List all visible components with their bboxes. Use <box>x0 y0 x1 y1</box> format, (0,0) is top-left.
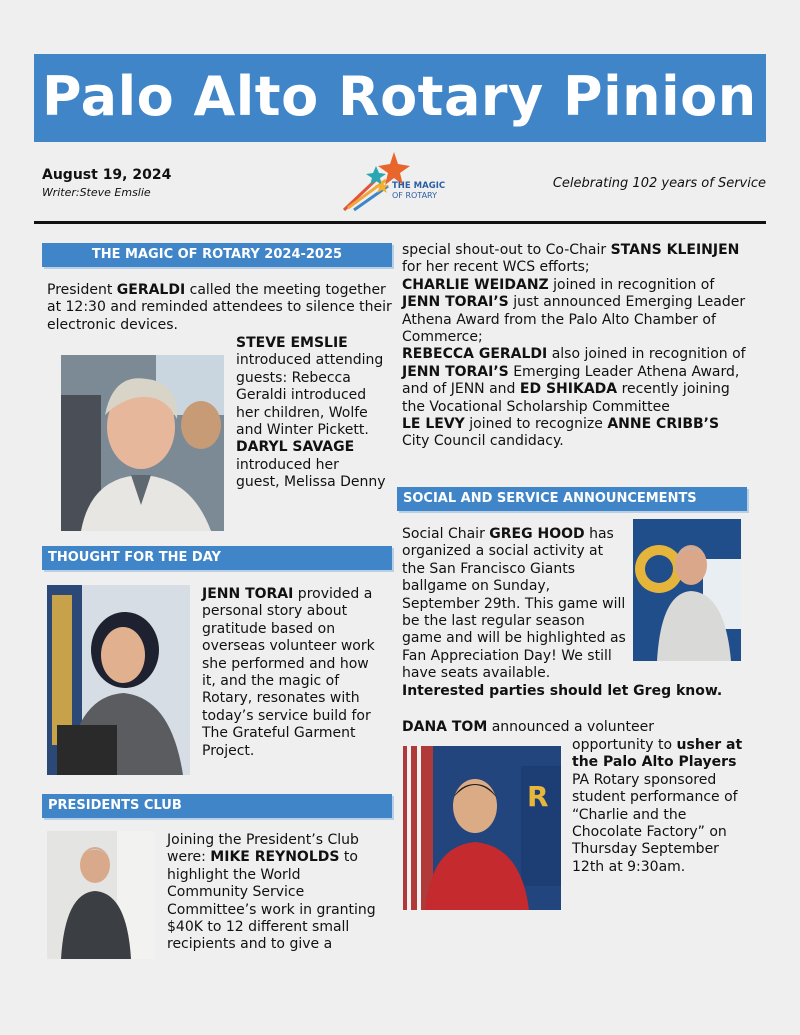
continued-p3: REBECCA GERALDI also joined in recognition of JENN TORAI’S Emerging Leader Athena Award, and of JENN and ED SHIKADA recently joining the Vocational Scholarship Committee <box>402 346 746 415</box>
section-header-social: SOCIAL AND SERVICE ANNOUNCEMENTS <box>397 487 747 511</box>
photo-mike-reynolds <box>47 831 155 959</box>
svg-text:R: R <box>527 780 549 813</box>
photo-greg-hood <box>633 519 741 661</box>
logo-line1: THE MAGIC <box>392 181 446 191</box>
social-p2-side: opportunity to usher at the Palo Alto Players PA Rotary sponsored student performance of “Charlie and the Chocolate Factory” on Thursday September 12th at 9:30am. <box>572 737 743 875</box>
continued-text <box>402 242 747 451</box>
issue-date: August 19, 2024 <box>42 167 172 183</box>
magic-of-rotary-logo <box>342 150 452 214</box>
section-header-magic: THE MAGIC OF ROTARY 2024-2025 <box>42 243 392 267</box>
continued-p1: special shout-out to Co-Chair STANS KLEINJEN for her recent WCS efforts; <box>402 242 740 276</box>
tagline: Celebrating 102 years of Service <box>552 176 766 191</box>
header-rule <box>34 221 766 224</box>
photo-jenn-torai <box>47 585 190 775</box>
section-header-presidents: PRESIDENTS CLUB <box>42 794 392 818</box>
newsletter-title: Palo Alto Rotary Pinion <box>42 65 757 128</box>
magic-side-text: STEVE EMSLIE introduced attending guests: Rebecca Geraldi introduced her children, Wolfe and Winter Pickett. DARYL SAVAGE introduced her guest, Melissa Denny <box>236 335 386 491</box>
social-cta: Interested parties should let Greg know. <box>402 683 723 699</box>
social-p2-lead: DANA TOM announced a volunteer <box>402 719 654 735</box>
continued-p2: CHARLIE WEIDANZ joined in recognition of JENN TORAI’S just announced Emerging Leader Athena Award from the Palo Alto Chamber of Commerce; <box>402 276 746 346</box>
section-header-thought: THOUGHT FOR THE DAY <box>42 546 392 570</box>
continued-p4: LE LEVY joined to recognize ANNE CRIBB’S City Council candidacy. <box>402 416 720 450</box>
logo-line2: OF ROTARY <box>392 191 437 200</box>
social-p1: Social Chair GREG HOOD has organized a social activity at the San Francisco Giants ballgame on Sunday, September 29th. This game will be the last regular season game and will be highlighted as Fan Appreciation Day! We still have seats available. <box>402 526 626 682</box>
magic-intro: President GERALDI called the meeting together at 12:30 and reminded attendees to silence their electronic devices. <box>47 282 392 333</box>
photo-steve-emslie <box>61 355 224 531</box>
thought-text: JENN TORAI provided a personal story about gratitude based on overseas volunteer work she performed and how it, and the magic of Rotary, resonates with today’s service build for The Grateful Garment Project. <box>202 586 375 759</box>
photo-dana-tom <box>403 746 561 910</box>
presidents-text: Joining the President’s Club were: MIKE REYNOLDS to highlight the World Community Service Committee’s work in granting $40K to 12 different small recipients and to give a <box>167 832 376 953</box>
masthead <box>34 54 766 142</box>
writer-credit: Writer:Steve Emslie <box>42 186 151 199</box>
